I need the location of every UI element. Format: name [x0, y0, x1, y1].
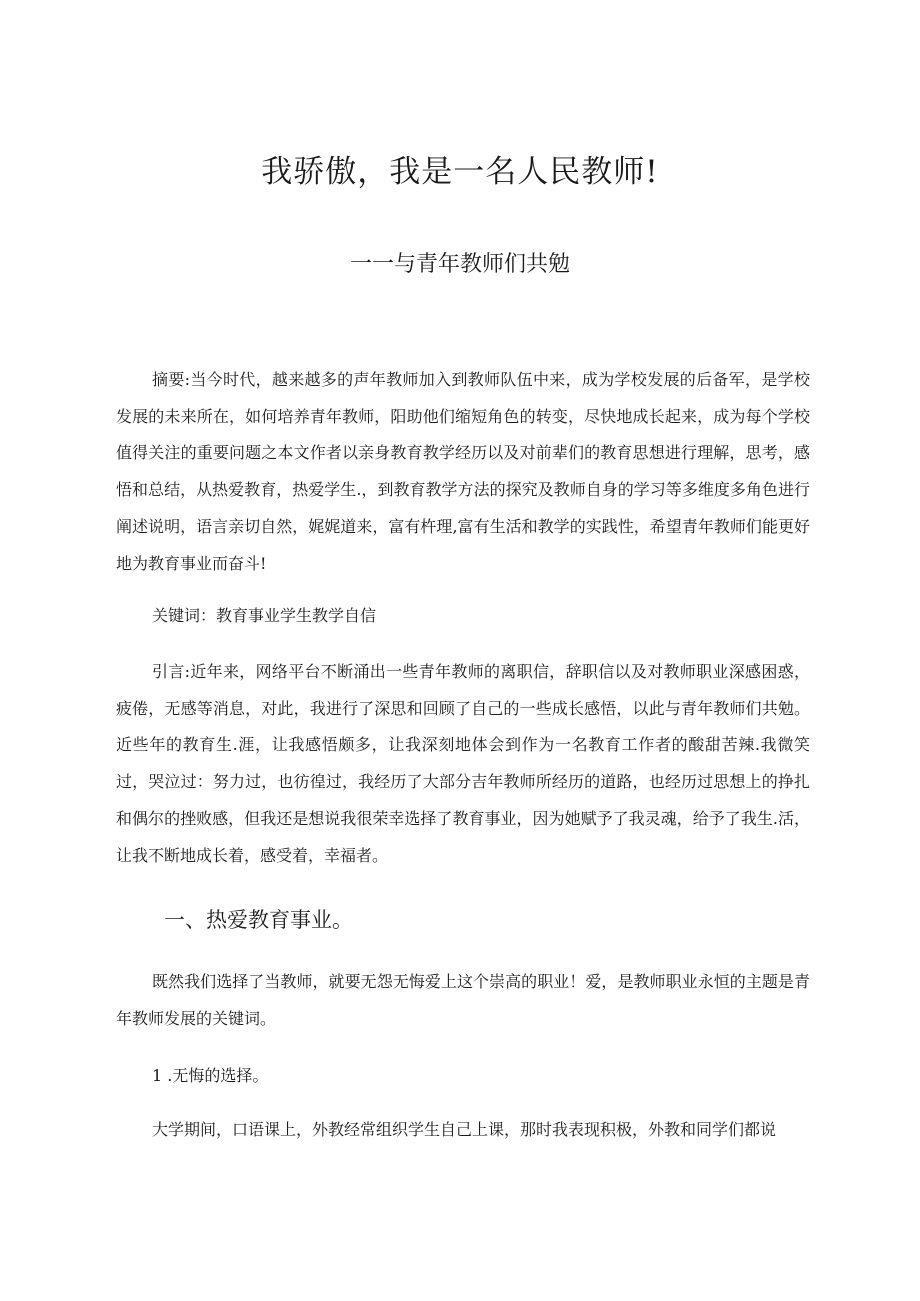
introduction-paragraph: 引言:近年来，网络平台不断涌出一些青年教师的离职信，辞职信以及对教师职业深感困惑，疲倦，无感等消息，对此，我进行了深思和回顾了自己的一些成长感悟，以此与青年教师们共勉。近些年的教育生.涯，让我感悟颇多，让我深刻地体会到作为一名教育工作者的酸甜苦辣.我微笑过，哭泣过：努力过，也彷徨过，我经历了大部分吉年教师所经历的道路，也经历过思想上的挣扎和偶尔的挫败感，但我还是想说我很荣幸选择了教育事业，因为她赋予了我灵魂，给予了我生.活，让我不断地成长着，感受着，幸福者。 — [116, 662, 810, 865]
document-title: 我骄傲，我是一名人民教师! — [261, 154, 659, 190]
subsection-heading: 1 .无悔的选择。 — [152, 1066, 269, 1085]
subsection-paragraph: 大学期间，口语课上，外教经常组织学生自己上课，那时我表现积极，外教和同学们都说 — [152, 1120, 777, 1139]
section-paragraph: 既然我们选择了当教师，就要无怨无悔爱上这个崇高的职业！爱，是教师职业永恒的主题是青年教师发展的关键词。 — [116, 972, 810, 1028]
abstract-paragraph: 摘要:当今时代，越来越多的声年教师加入到教师队伍中来，成为学校发展的后备军，是学校发展的未来所在，如何培养青年教师，阳助他们缩短角色的转变，尽快地成长起来，成为每个学校值得关注的重要问题之本文作者以亲身教育教学经历以及对前辈们的教育思想进行理解，思考，感悟和总结，从热爱教育，热爱学生.，到教育教学方法的探究及教师自身的学习等多维度多角色进行阐述说明，语言亲切自然，娓娓道来，富有杵理,富有生活和教学的实践性，希望青年教师们能更好地为教育事业而奋斗! — [116, 370, 810, 573]
keywords-paragraph: 关键词：教育事业学生教学自信 — [152, 606, 377, 625]
document-subtitle: 一一与青年教师们共勉 — [349, 252, 570, 277]
section-heading: 一、热爱教育事业。 — [164, 908, 353, 932]
